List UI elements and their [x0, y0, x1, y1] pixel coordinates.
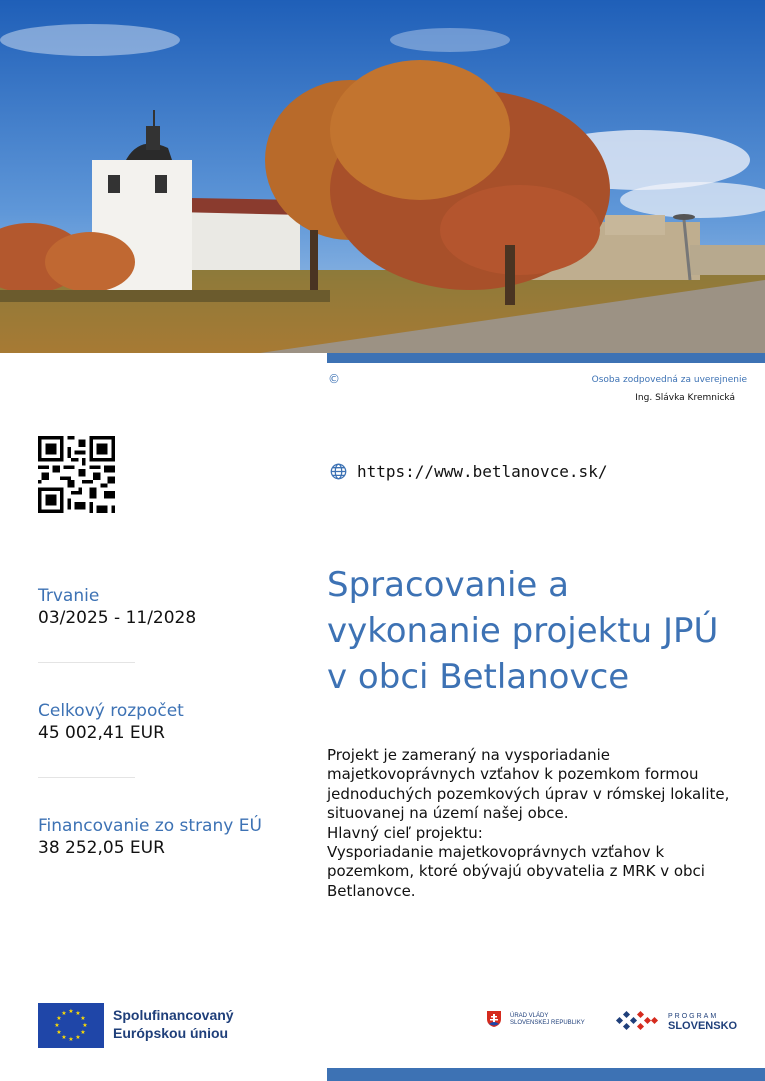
divider	[38, 662, 135, 663]
svg-text:★: ★	[80, 1015, 86, 1022]
program-slovensko-logo-icon	[615, 1008, 663, 1038]
main-goal-text: Vysporiadanie majetkovoprávnych vzťahov k pozemkom, ktoré obývajú obyvatelia z MRK v obci Betlanovce.	[327, 843, 705, 900]
description-paragraph: Projekt je zameraný na vysporiadanie majetkovoprávnych vzťahov k pozemkom formou jednoduchých pozemkových úprav v rómskej lokalite, situovanej na území našej obce.	[327, 746, 730, 823]
photo-copyright: ©	[328, 372, 340, 386]
website-link[interactable]: https://www.betlanovce.sk/	[357, 462, 608, 481]
svg-text:★: ★	[80, 1029, 86, 1036]
government-office-text	[510, 1013, 585, 1027]
svg-text:★: ★	[56, 1029, 62, 1036]
slovak-coat-of-arms-icon	[486, 1010, 502, 1032]
svg-text:★: ★	[56, 1015, 62, 1022]
svg-text:★: ★	[68, 1008, 74, 1015]
svg-text:★: ★	[75, 1010, 81, 1017]
divider	[38, 777, 135, 778]
project-description	[327, 746, 737, 901]
svg-text:★: ★	[75, 1034, 81, 1041]
village-church-autumn-photo	[0, 0, 765, 353]
eu-flag-icon	[38, 1003, 104, 1048]
gov-text-line2: SLOVENSKEJ REPUBLIKY	[510, 1020, 585, 1026]
duration-value: 03/2025 - 11/2028	[38, 608, 197, 628]
header-photo	[0, 0, 765, 353]
eu-funding-label: Financovanie zo strany EÚ	[38, 816, 262, 836]
main-goal-heading: Hlavný cieľ projektu:	[327, 823, 483, 842]
accent-bar-bottom	[327, 1068, 765, 1081]
budget-label: Celkový rozpočet	[38, 701, 184, 721]
program-slovensko-text	[668, 1013, 737, 1032]
budget-value: 45 002,41 EUR	[38, 723, 165, 743]
globe-icon	[330, 463, 347, 484]
responsible-person-label: Osoba zodpovedná za uverejnenie	[591, 375, 747, 385]
svg-text:★: ★	[61, 1010, 67, 1017]
program-text-line1: PROGRAM	[668, 1013, 719, 1020]
eu-funding-value: 38 252,05 EUR	[38, 838, 165, 858]
gov-text-line1: ÚRAD VLÁDY	[510, 1013, 549, 1019]
duration-label: Trvanie	[38, 586, 100, 606]
program-text-line2: SLOVENSKO	[668, 1020, 738, 1032]
eu-cofunding-text	[113, 1006, 234, 1042]
svg-text:★: ★	[82, 1022, 88, 1029]
project-title: Spracovanie a vykonanie projektu JPÚ v obci Betlanovce	[327, 565, 719, 697]
eu-text-line1: Spolufinancovaný	[113, 1007, 234, 1023]
eu-text-line2: Európskou úniou	[113, 1025, 229, 1041]
qr-code-icon[interactable]	[38, 436, 115, 513]
accent-bar-top	[327, 353, 765, 363]
responsible-person-name: Ing. Slávka Kremnická	[635, 393, 735, 403]
svg-text:★: ★	[54, 1022, 60, 1029]
svg-text:★: ★	[68, 1036, 74, 1043]
svg-text:★: ★	[61, 1034, 67, 1041]
